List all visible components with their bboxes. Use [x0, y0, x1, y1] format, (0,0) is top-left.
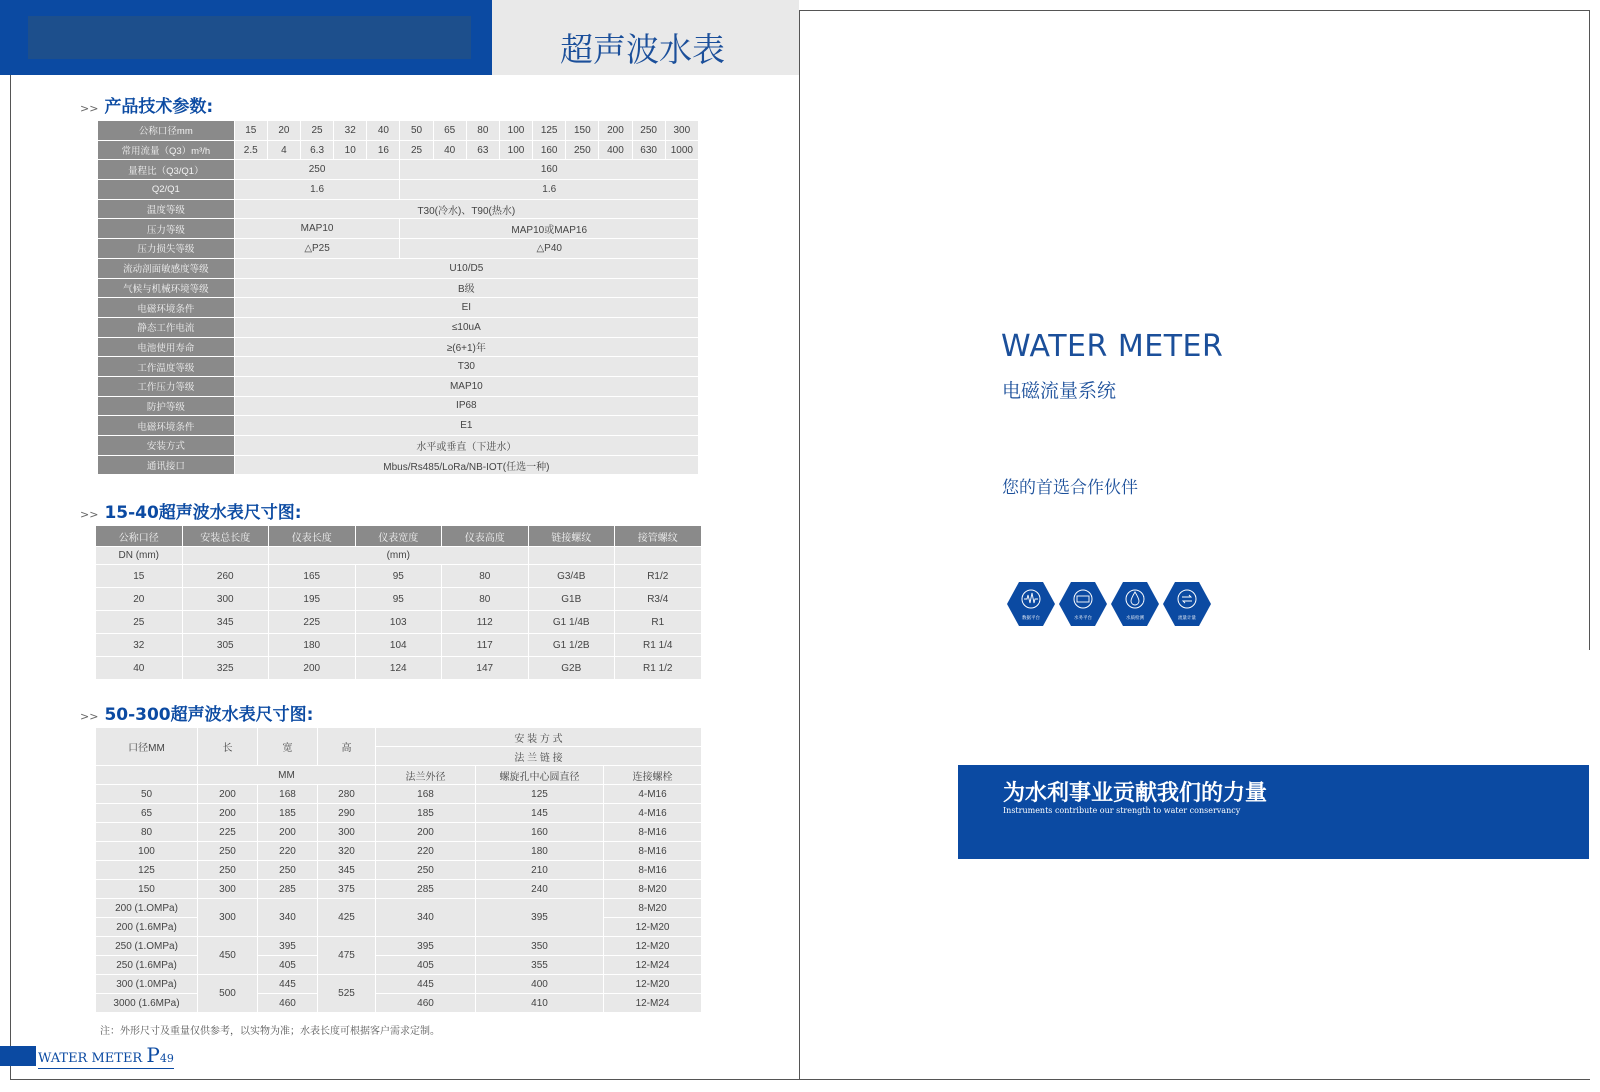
table-cell: 290: [318, 804, 376, 823]
table-cell: E1: [234, 416, 698, 436]
table-cell: 165: [269, 565, 356, 588]
table-cell: 40: [433, 140, 466, 160]
table-cell: 345: [182, 611, 269, 634]
table-cell: 525: [318, 975, 376, 1013]
unit-label: DN (mm): [96, 547, 183, 565]
table-row: [98, 396, 699, 416]
row-label: 量程比（Q3/Q1）: [98, 160, 235, 180]
table-cell: 460: [376, 994, 476, 1013]
table-cell: 180: [476, 842, 604, 861]
table-row: [96, 842, 702, 861]
column-header: 宽: [258, 728, 318, 766]
table-cell: [615, 547, 702, 565]
footer-blue-bar: [0, 1046, 36, 1066]
table-row: [98, 376, 699, 396]
table-cell: G1 1/2B: [528, 634, 615, 657]
table-row: [96, 975, 702, 994]
table-cell: 32: [334, 121, 367, 141]
footer-brand: [38, 1043, 174, 1069]
footer-brand-text: WATER METER: [38, 1051, 147, 1066]
table-row: [98, 298, 699, 318]
banner-title: 为水利事业贡献我们的力量: [1003, 780, 1268, 806]
brand-slogan: 您的首选合作伙伴: [1002, 478, 1138, 498]
feature-hexagon: [1006, 579, 1056, 629]
table-cell: 445: [376, 975, 476, 994]
table-cell: 125: [533, 121, 566, 141]
table-cell: 水平或垂直（下进水）: [234, 436, 698, 456]
table-cell: 320: [318, 842, 376, 861]
table-row: [96, 994, 702, 1013]
table-row: [96, 657, 702, 680]
table-cell: 65: [96, 804, 198, 823]
section-title-specs: [80, 92, 213, 117]
table-cell: 10: [334, 140, 367, 160]
table-cell: 4: [267, 140, 300, 160]
banner-subtitle: Instruments contribute our strength to water conservancy: [1003, 806, 1241, 815]
table-cell: 8-M20: [604, 880, 702, 899]
column-header: 接管螺纹: [615, 526, 702, 547]
column-header: 法 兰 链 接: [376, 747, 702, 766]
table-cell: G1 1/4B: [528, 611, 615, 634]
table-cell: 180: [269, 634, 356, 657]
table-cell: 395: [258, 937, 318, 956]
table-cell: [182, 547, 269, 565]
table-cell: 80: [96, 823, 198, 842]
table-cell: 395: [476, 899, 604, 937]
table-row: [96, 823, 702, 842]
table-cell: 160: [400, 160, 699, 180]
table-cell: 445: [258, 975, 318, 994]
column-header: 长: [198, 728, 258, 766]
table-cell: 80: [442, 565, 529, 588]
section-title-small-dims: [80, 498, 302, 523]
table-cell: 15: [96, 565, 183, 588]
table-cell: 168: [376, 785, 476, 804]
section-title-text: 50-300超声波水表尺寸图:: [104, 705, 314, 725]
table-cell: MAP10或MAP16: [400, 219, 699, 239]
unit-label: (mm): [269, 547, 529, 565]
table-cell: 200 (1.6MPa): [96, 918, 198, 937]
column-header: 连接螺栓: [604, 766, 702, 785]
table-row: [96, 861, 702, 880]
table-row: [98, 337, 699, 357]
row-label: 常用流量（Q3）m³/h: [98, 140, 235, 160]
table-cell: 95: [355, 588, 442, 611]
footnote: 注：外形尺寸及重量仅供参考，以实物为准；水表长度可根据客户需求定制。: [100, 1026, 440, 1037]
table-cell: 20: [267, 121, 300, 141]
table-cell: 250: [198, 842, 258, 861]
feature-hexagon: [1110, 579, 1160, 629]
frame-line-right: [1589, 10, 1590, 650]
table-header-row: [96, 728, 702, 747]
table-cell: Mbus/Rs485/LoRa/NB-IOT(任选一种): [234, 455, 698, 475]
table-cell: 260: [182, 565, 269, 588]
row-label: 压力损失等级: [98, 239, 235, 259]
table-cell: 340: [376, 899, 476, 937]
table-cell: 6.3: [300, 140, 333, 160]
table-cell: EI: [234, 298, 698, 318]
table-cell: 8-M16: [604, 842, 702, 861]
table-cell: 12-M24: [604, 956, 702, 975]
table-cell: G2B: [528, 657, 615, 680]
table-cell: 95: [355, 565, 442, 588]
table-row: [98, 121, 699, 141]
table-row: [96, 565, 702, 588]
table-cell: 185: [376, 804, 476, 823]
column-header: 安装总长度: [182, 526, 269, 547]
table-header-row: [96, 526, 702, 547]
page-divider: [799, 10, 800, 1080]
header-blue-panel: [28, 16, 471, 59]
table-cell: 3000 (1.6MPa): [96, 994, 198, 1013]
table-cell: 2.5: [234, 140, 267, 160]
row-label: Q2/Q1: [98, 180, 235, 200]
table-cell: B级: [234, 278, 698, 298]
spec-table: [97, 120, 699, 475]
table-cell: [96, 766, 198, 785]
table-cell: 1.6: [234, 180, 400, 200]
table-cell: 160: [476, 823, 604, 842]
unit-label: MM: [198, 766, 376, 785]
table-row: [98, 436, 699, 456]
table-cell: R1/2: [615, 565, 702, 588]
drop-icon: [1110, 579, 1160, 629]
table-cell: 395: [376, 937, 476, 956]
table-cell: 400: [599, 140, 632, 160]
table-cell: 200: [599, 121, 632, 141]
table-cell: 200: [376, 823, 476, 842]
table-cell: 1000: [665, 140, 698, 160]
table-cell: T30: [234, 357, 698, 377]
table-subheader-row: [96, 547, 702, 565]
table-cell: 104: [355, 634, 442, 657]
section-title-large-dims: [80, 700, 313, 725]
table-row: [98, 416, 699, 436]
table-row: [98, 357, 699, 377]
table-cell: 250 (1.OMPa): [96, 937, 198, 956]
table-cell: 195: [269, 588, 356, 611]
table-cell: MAP10: [234, 376, 698, 396]
column-header: 链接螺纹: [528, 526, 615, 547]
table-cell: 300: [665, 121, 698, 141]
table-cell: 147: [442, 657, 529, 680]
table-row: [98, 239, 699, 259]
table-row: [96, 804, 702, 823]
table-cell: 250: [376, 861, 476, 880]
table-cell: 15: [234, 121, 267, 141]
table-cell: 200 (1.OMPa): [96, 899, 198, 918]
table-row: [96, 937, 702, 956]
table-cell: 80: [466, 121, 499, 141]
table-cell: 345: [318, 861, 376, 880]
table-header-row: [96, 766, 702, 785]
table-cell: [528, 547, 615, 565]
table-cell: 4-M16: [604, 785, 702, 804]
frame-line-bottom: [10, 1079, 1590, 1080]
table-cell: IP68: [234, 396, 698, 416]
feature-hexagon: [1162, 579, 1212, 629]
table-cell: 117: [442, 634, 529, 657]
table-cell: 225: [198, 823, 258, 842]
table-cell: 220: [258, 842, 318, 861]
row-label: 静态工作电流: [98, 317, 235, 337]
table-cell: 125: [476, 785, 604, 804]
table-cell: 405: [376, 956, 476, 975]
table-cell: 250: [632, 121, 665, 141]
feature-hexagon: [1058, 579, 1108, 629]
table-cell: 8-M20: [604, 899, 702, 918]
table-cell: 103: [355, 611, 442, 634]
table-row: [98, 258, 699, 278]
feature-label: 水务平台: [1074, 616, 1092, 621]
row-label: 电磁环境条件: [98, 298, 235, 318]
row-label: 压力等级: [98, 219, 235, 239]
table-cell: 350: [476, 937, 604, 956]
row-label: 工作温度等级: [98, 357, 235, 377]
column-header: 螺旋孔中心圆直径: [476, 766, 604, 785]
table-cell: 8-M16: [604, 861, 702, 880]
column-header: 法兰外径: [376, 766, 476, 785]
table-row: [98, 160, 699, 180]
table-cell: 240: [476, 880, 604, 899]
table-cell: 145: [476, 804, 604, 823]
table-cell: R1 1/4: [615, 634, 702, 657]
table-cell: 210: [476, 861, 604, 880]
table-cell: 400: [476, 975, 604, 994]
table-cell: 50: [96, 785, 198, 804]
table-cell: R1 1/2: [615, 657, 702, 680]
table-row: [98, 278, 699, 298]
table-cell: 25: [300, 121, 333, 141]
table-cell: 100: [499, 121, 532, 141]
table-cell: 1.6: [400, 180, 699, 200]
chevron-icon: >>: [80, 508, 99, 521]
table-cell: 450: [198, 937, 258, 975]
table-cell: 40: [96, 657, 183, 680]
table-cell: 50: [400, 121, 433, 141]
table-cell: 300: [198, 899, 258, 937]
dimension-table-large: [95, 727, 702, 1013]
table-cell: U10/D5: [234, 258, 698, 278]
row-label: 流动剖面敏感度等级: [98, 258, 235, 278]
table-cell: 80: [442, 588, 529, 611]
column-header: 公称口径: [96, 526, 183, 547]
table-cell: 185: [258, 804, 318, 823]
table-cell: 40: [367, 121, 400, 141]
column-header: 高: [318, 728, 376, 766]
row-label: 公称口径mm: [98, 121, 235, 141]
table-cell: 125: [96, 861, 198, 880]
row-label: 防护等级: [98, 396, 235, 416]
dimension-table-small: [95, 525, 702, 680]
table-cell: 475: [318, 937, 376, 975]
table-cell: 280: [318, 785, 376, 804]
table-cell: △P40: [400, 239, 699, 259]
table-cell: 12-M20: [604, 975, 702, 994]
column-header: 仪表宽度: [355, 526, 442, 547]
table-cell: 20: [96, 588, 183, 611]
meter-icon: [1058, 579, 1108, 629]
feature-label: 水质检测: [1126, 616, 1144, 621]
table-cell: ≥(6+1)年: [234, 337, 698, 357]
table-cell: 100: [96, 842, 198, 861]
table-cell: 16: [367, 140, 400, 160]
table-cell: 65: [433, 121, 466, 141]
table-cell: 12-M20: [604, 937, 702, 956]
table-cell: 250: [234, 160, 400, 180]
table-cell: 100: [499, 140, 532, 160]
table-row: [96, 956, 702, 975]
table-cell: 250: [198, 861, 258, 880]
page-title: 超声波水表: [560, 30, 725, 69]
section-title-text: 15-40超声波水表尺寸图:: [104, 503, 302, 523]
table-cell: 112: [442, 611, 529, 634]
table-cell: 325: [182, 657, 269, 680]
row-label: 电池使用寿命: [98, 337, 235, 357]
table-row: [98, 455, 699, 475]
table-cell: 250: [258, 861, 318, 880]
brand-title: WATER METER: [1001, 329, 1224, 364]
table-cell: 200: [198, 804, 258, 823]
table-cell: 150: [566, 121, 599, 141]
table-cell: 63: [466, 140, 499, 160]
table-row: [98, 317, 699, 337]
table-cell: 340: [258, 899, 318, 937]
table-row: [98, 199, 699, 219]
table-cell: 168: [258, 785, 318, 804]
table-cell: 12-M24: [604, 994, 702, 1013]
column-header: 安 装 方 式: [376, 728, 702, 747]
section-title-text: 产品技术参数:: [104, 97, 214, 117]
table-cell: 410: [476, 994, 604, 1013]
column-header: 仪表长度: [269, 526, 356, 547]
table-cell: 460: [258, 994, 318, 1013]
table-cell: 405: [258, 956, 318, 975]
table-cell: 250 (1.6MPa): [96, 956, 198, 975]
table-cell: MAP10: [234, 219, 400, 239]
row-label: 安装方式: [98, 436, 235, 456]
table-cell: 250: [566, 140, 599, 160]
feature-label: 数据平台: [1022, 616, 1040, 621]
table-cell: 200: [258, 823, 318, 842]
table-cell: 300 (1.0MPa): [96, 975, 198, 994]
table-cell: 8-M16: [604, 823, 702, 842]
page-number: 49: [159, 1052, 174, 1065]
table-row: [96, 880, 702, 899]
table-cell: G1B: [528, 588, 615, 611]
footer-p-letter: P: [146, 1043, 160, 1067]
table-cell: 150: [96, 880, 198, 899]
table-cell: G3/4B: [528, 565, 615, 588]
table-row: [96, 785, 702, 804]
table-cell: 285: [258, 880, 318, 899]
table-cell: 25: [400, 140, 433, 160]
row-label: 工作压力等级: [98, 376, 235, 396]
row-label: 温度等级: [98, 199, 235, 219]
table-cell: 500: [198, 975, 258, 1013]
table-row: [98, 140, 699, 160]
table-cell: R3/4: [615, 588, 702, 611]
table-cell: 300: [198, 880, 258, 899]
brand-subtitle: 电磁流量系统: [1002, 380, 1117, 402]
row-label: 电磁环境条件: [98, 416, 235, 436]
table-cell: 220: [376, 842, 476, 861]
table-cell: R1: [615, 611, 702, 634]
table-cell: 4-M16: [604, 804, 702, 823]
table-cell: 32: [96, 634, 183, 657]
table-cell: ≤10uA: [234, 317, 698, 337]
table-row: [96, 899, 702, 918]
table-cell: 12-M20: [604, 918, 702, 937]
table-cell: 25: [96, 611, 183, 634]
table-cell: 630: [632, 140, 665, 160]
table-cell: 200: [269, 657, 356, 680]
table-cell: 425: [318, 899, 376, 937]
table-cell: 285: [376, 880, 476, 899]
table-cell: 200: [198, 785, 258, 804]
table-row: [96, 611, 702, 634]
table-cell: 305: [182, 634, 269, 657]
table-cell: 355: [476, 956, 604, 975]
waveform-icon: [1006, 579, 1056, 629]
column-header: 仪表高度: [442, 526, 529, 547]
table-cell: 300: [318, 823, 376, 842]
frame-line-left: [10, 72, 11, 1080]
table-cell: 375: [318, 880, 376, 899]
cycle-icon: [1162, 579, 1212, 629]
row-label: 气候与机械环境等级: [98, 278, 235, 298]
table-cell: 160: [533, 140, 566, 160]
table-cell: 300: [182, 588, 269, 611]
chevron-icon: >>: [80, 102, 99, 115]
table-cell: T30(冷水)、T90(热水): [234, 199, 698, 219]
table-cell: 124: [355, 657, 442, 680]
feature-label: 流量计量: [1178, 616, 1196, 621]
table-row: [98, 180, 699, 200]
row-label: 通讯接口: [98, 455, 235, 475]
table-cell: △P25: [234, 239, 400, 259]
column-header: 口径MM: [96, 728, 198, 766]
table-cell: 225: [269, 611, 356, 634]
chevron-icon: >>: [80, 710, 99, 723]
table-row: [96, 588, 702, 611]
table-row: [98, 219, 699, 239]
table-row: [96, 634, 702, 657]
